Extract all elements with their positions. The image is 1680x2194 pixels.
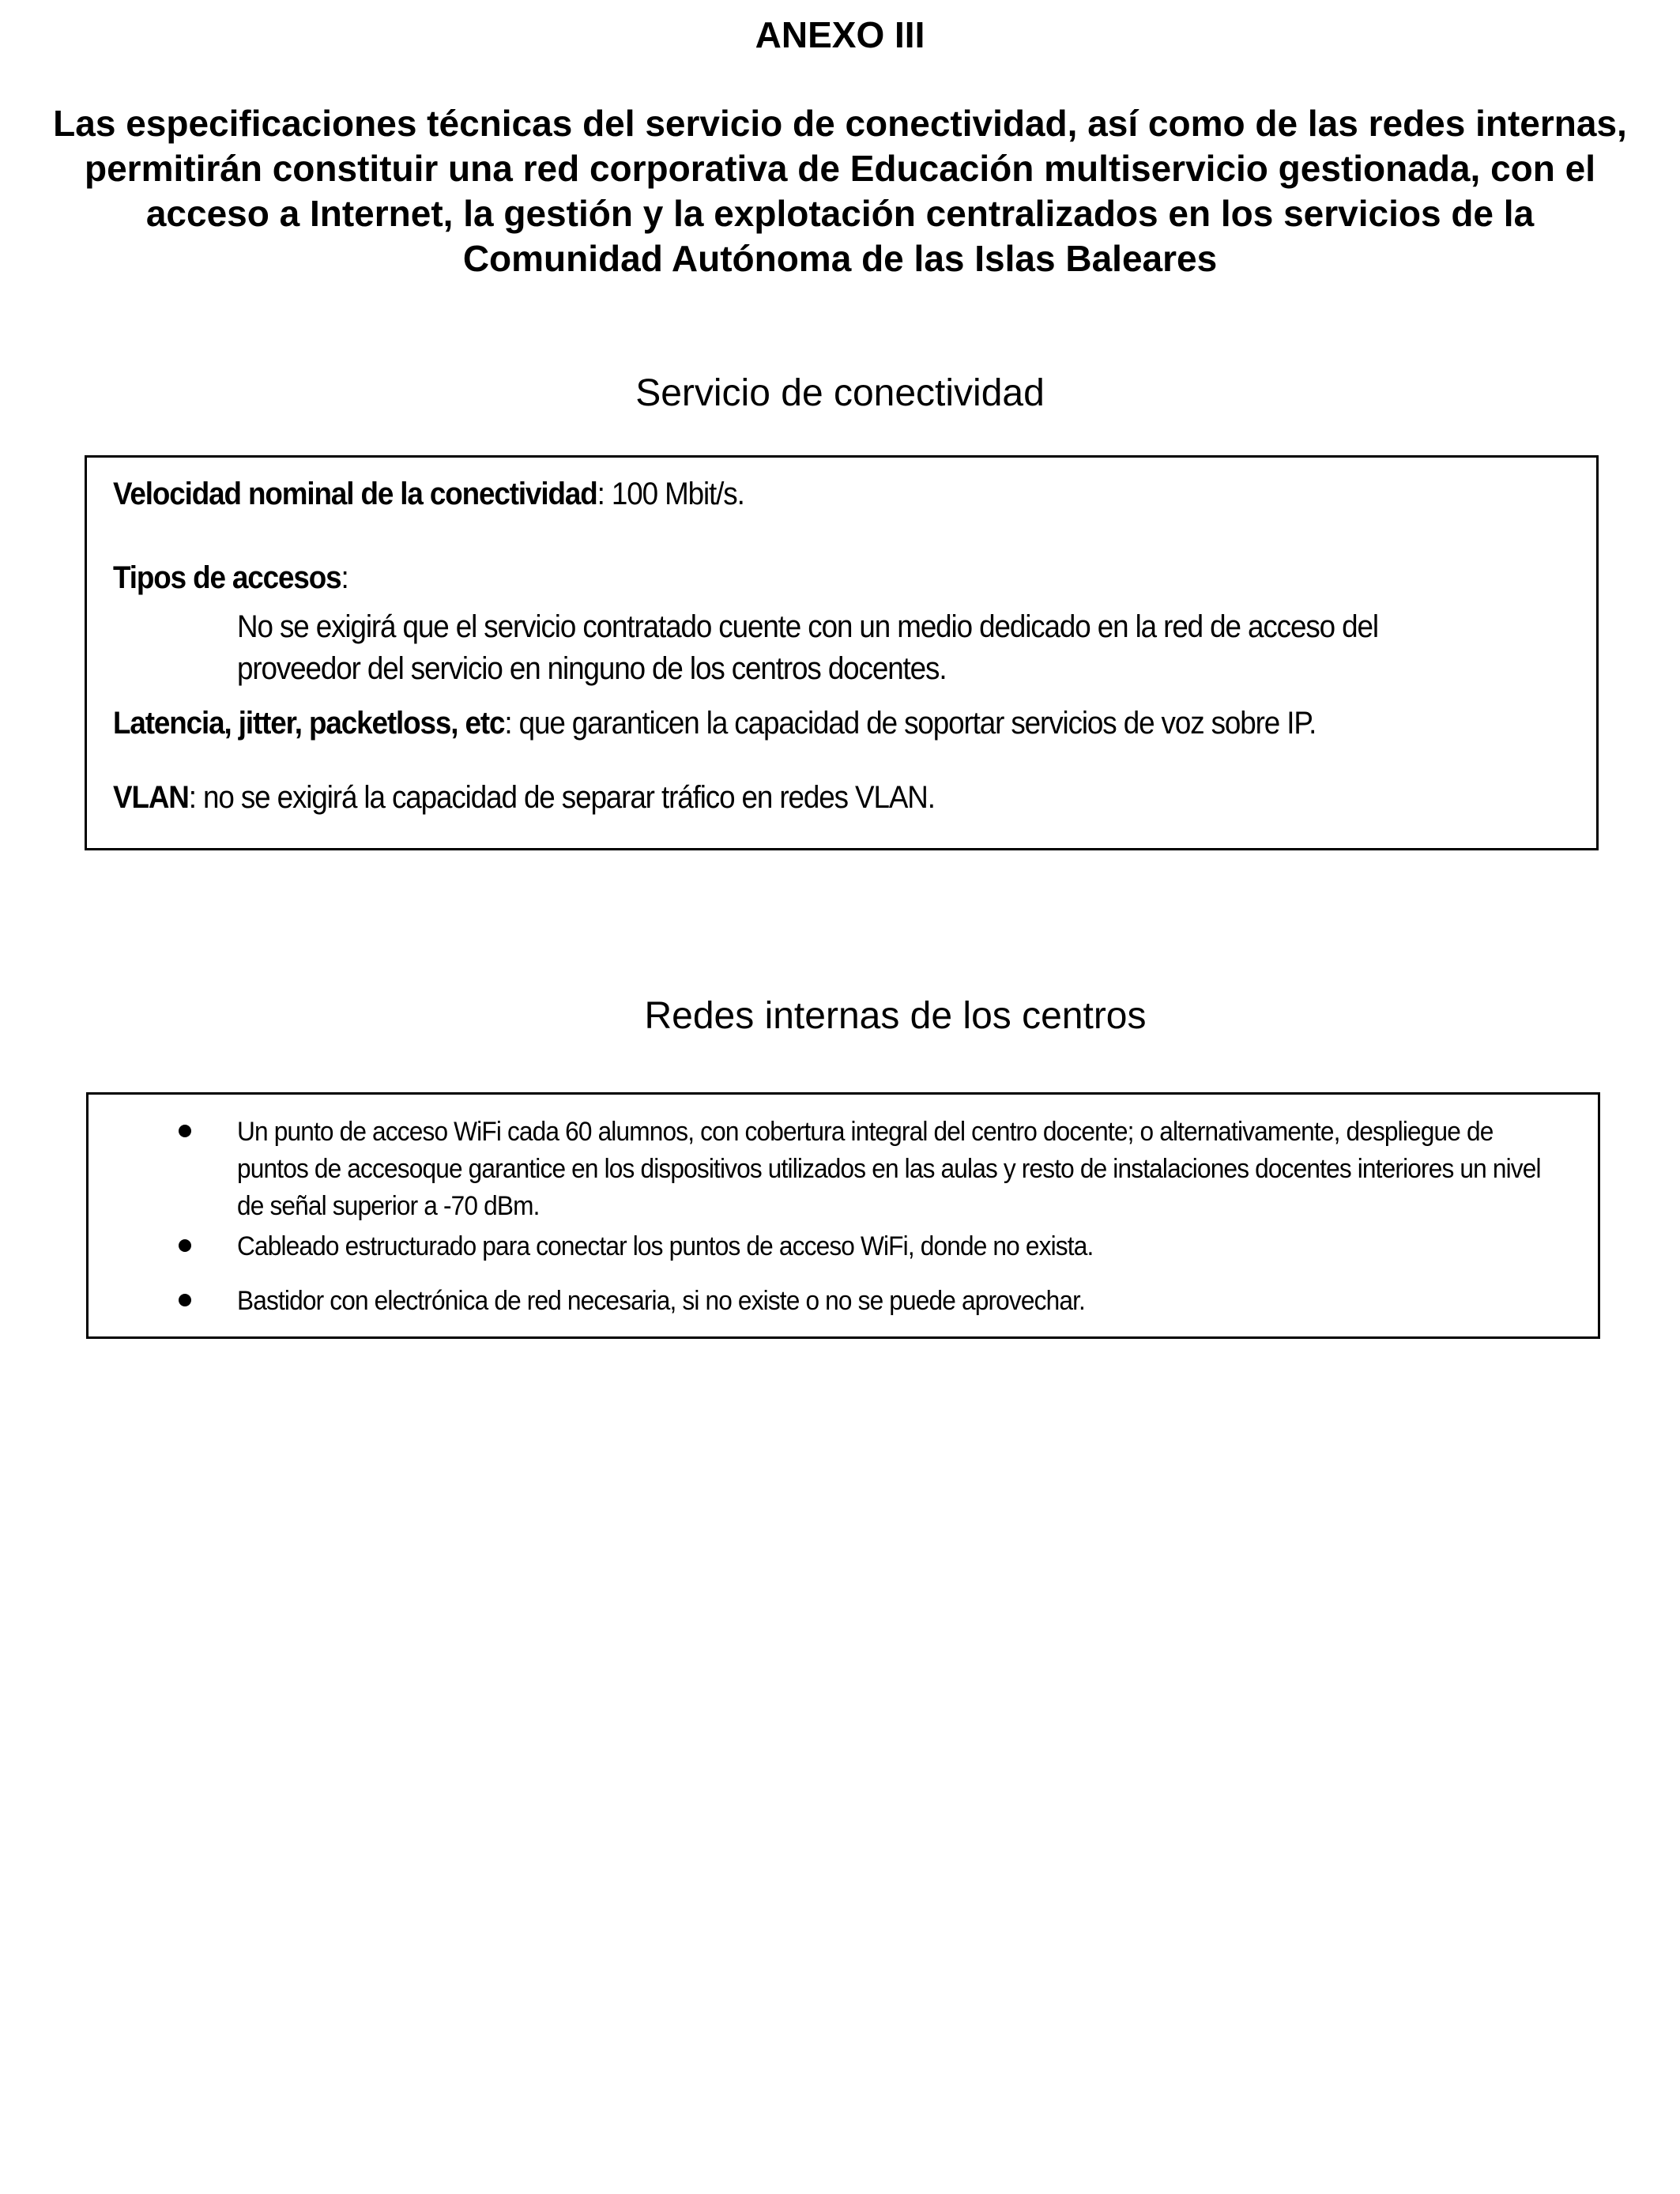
internal-networks-section-title: Redes internas de los centros (644, 995, 1147, 1037)
annex-title: ANEXO III (755, 14, 925, 55)
bullet-icon (179, 1294, 191, 1306)
main-heading: Las especificaciones técnicas del servicio de conectividad, así como de las redes internas, permitirán constituir una red corporativa de Educación multiservicio gestionada, con el acceso a Internet, la gestión y la explotación centralizados en los servicios de la Comunidad Autónoma de las Islas Baleares (53, 103, 1627, 279)
connectivity-specs-box (85, 455, 1599, 850)
speed-value: : 100 Mbit/s. (597, 477, 744, 511)
list-item (89, 1228, 1598, 1265)
list-item (89, 1283, 1598, 1320)
speed-label: Velocidad nominal de la conectividad (113, 477, 597, 511)
list-item (89, 1114, 1598, 1225)
speed-spec (113, 473, 744, 515)
bullet-icon (179, 1125, 191, 1137)
list-item-text: Un punto de acceso WiFi cada 60 alumnos, con cobertura integral del centro docente; o alternativamente, despliegue de puntos de accesoque garantice en los dispositivos utilizados en las aulas y resto de instalaciones docentes interiores un nivel de señal superior a -70 dBm. (237, 1117, 1541, 1221)
vlan-value: : no se exigirá la capacidad de separar tráfico en redes VLAN. (188, 780, 935, 815)
internal-networks-list (89, 1114, 1598, 1320)
vlan-spec (113, 777, 935, 818)
internal-networks-box (86, 1092, 1600, 1339)
access-types-colon: : (341, 560, 348, 595)
latency-label: Latencia, jitter, packetloss, etc (113, 706, 505, 741)
latency-value: : que garanticen la capacidad de soportar servicios de voz sobre IP. (504, 706, 1317, 741)
latency-spec (113, 703, 1316, 744)
access-types-spec (113, 557, 348, 598)
access-types-text: No se exigirá que el servicio contratado cuente con un medio dedicado en la red de acceso del proveedor del servicio en ninguno de los centros docentes. (237, 609, 1378, 686)
list-item-text: Cableado estructurado para conectar los puntos de acceso WiFi, donde no exista. (237, 1231, 1094, 1261)
bullet-icon (179, 1239, 191, 1252)
list-item-text: Bastidor con electrónica de red necesaria, si no existe o no se puede aprovechar. (237, 1286, 1085, 1316)
access-types-label: Tipos de accesos (113, 560, 341, 595)
connectivity-section-title: Servicio de conectividad (635, 372, 1045, 414)
vlan-label: VLAN (113, 780, 189, 815)
